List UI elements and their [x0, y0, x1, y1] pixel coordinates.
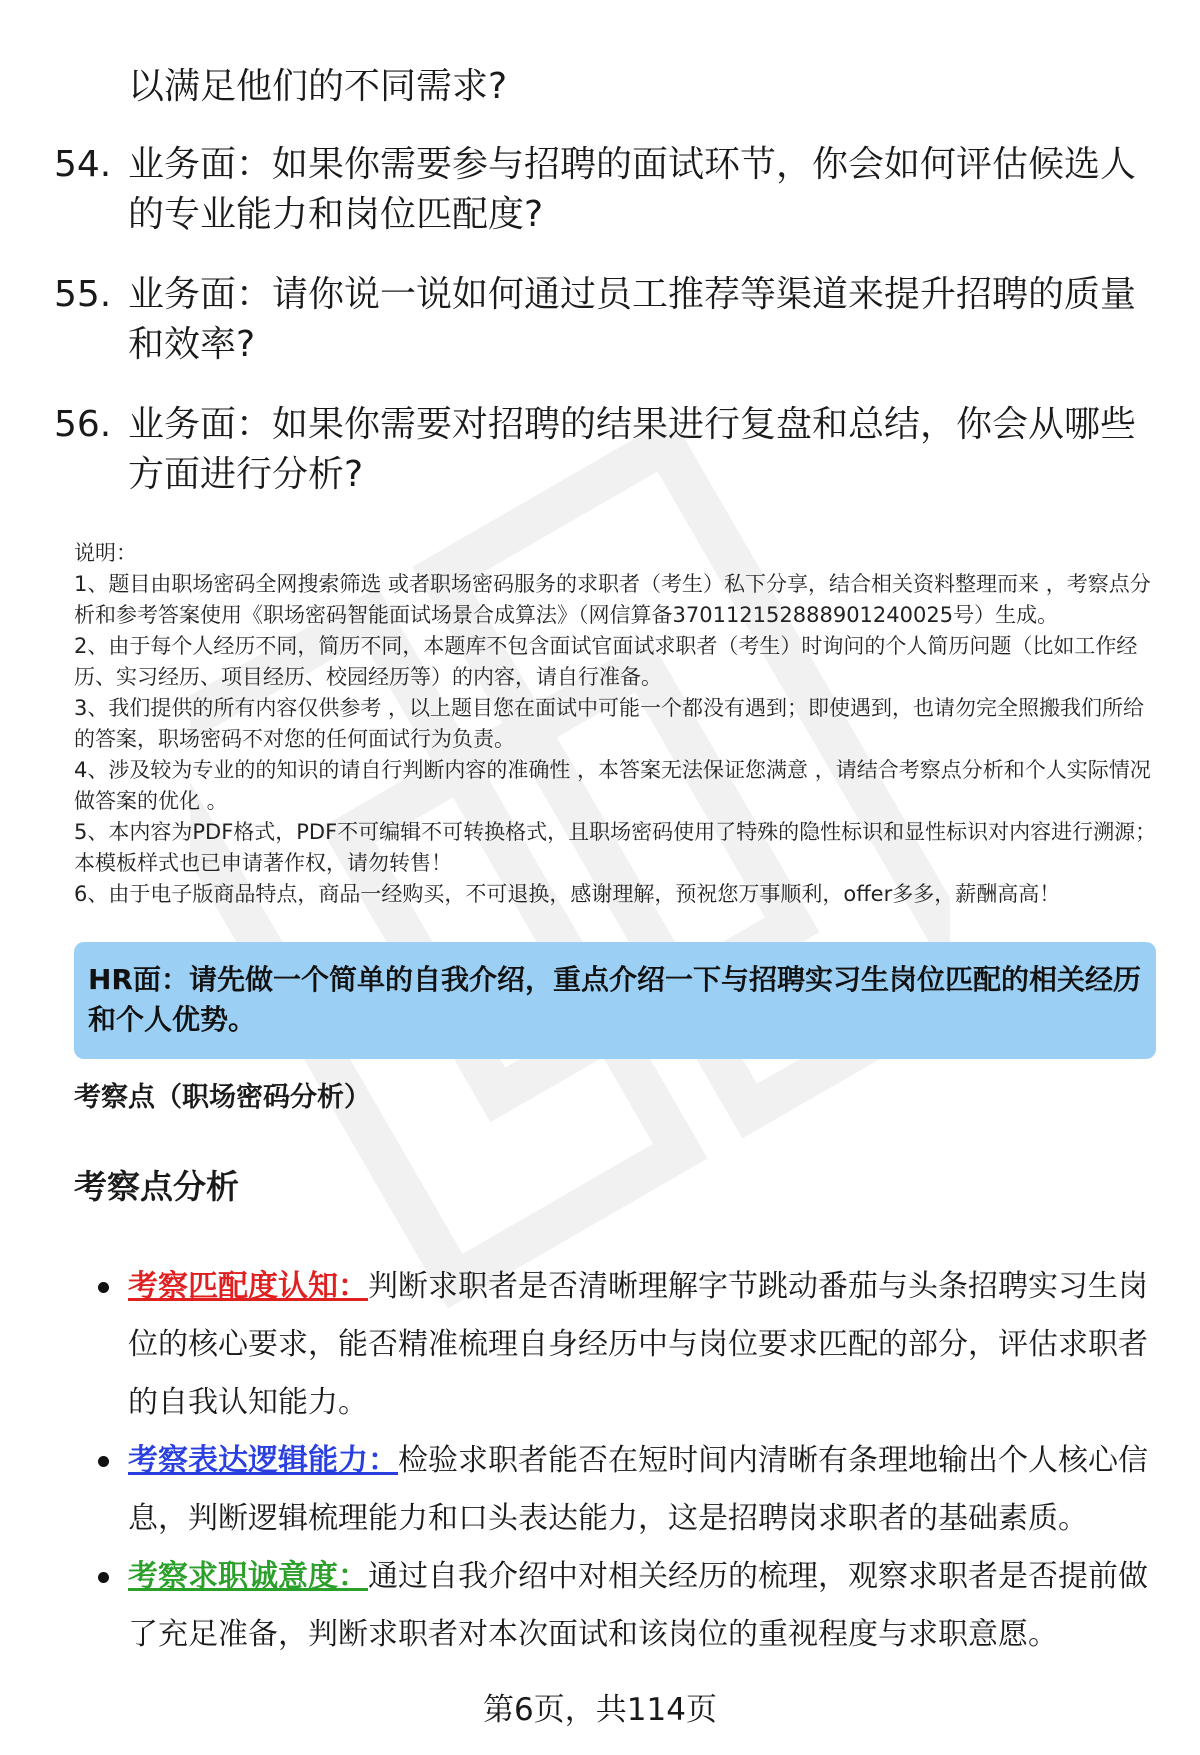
- notes-section: [74, 538, 1164, 910]
- question-54: [0, 140, 1200, 240]
- page-footer: 第6页，共114页: [483, 1692, 717, 1728]
- notes-title: 说明：: [74, 541, 137, 565]
- question-text: 业务面：请你说一说如何通过员工推荐等渠道来提升招聘的质量和效率?: [128, 274, 1137, 365]
- question-55: [0, 270, 1200, 370]
- section-heading-analysis: 考察点分析: [74, 1167, 239, 1206]
- question-number: 55.: [54, 274, 112, 315]
- note-item-5: 5、本内容为PDF格式，PDF不可编辑不可转换格式，且职场密码使用了特殊的隐性标识和显性标识对内容进行溯源；本模板样式也已申请著作权，请勿转售！: [74, 820, 1157, 875]
- analysis-point: [0, 1258, 1200, 1432]
- hr-question-box: HR面：请先做一个简单的自我介绍，重点介绍一下与招聘实习生岗位匹配的相关经历和个人优势。: [74, 942, 1156, 1059]
- point-text: 通过自我介绍中对相关经历的梳理，观察求职者是否提前做了充足准备，判断求职者对本次面试和该岗位的重视程度与求职意愿。: [128, 1559, 1148, 1652]
- note-item-3: 3、我们提供的所有内容仅供参考 ，以上题目您在面试中可能一个都没有遇到；即使遇到，也请勿完全照搬我们所给的答案，职场密码不对您的任何面试行为负责。: [74, 696, 1145, 751]
- analysis-point: [0, 1548, 1200, 1664]
- point-key: 考察求职诚意度：: [128, 1559, 368, 1594]
- note-item-4: 4、涉及较为专业的的知识的请自行判断内容的准确性 ，本答案无法保证您满意 ，请结合考察点分析和个人实际情况做答案的优化 。: [74, 758, 1151, 813]
- section-heading-small: 考察点（职场密码分析）: [74, 1082, 371, 1113]
- bullet-icon: [98, 1282, 109, 1293]
- note-item-2: 2、由于每个人经历不同，简历不同，本题库不包含面试官面试求职者（考生）时询问的个人简历问题（比如工作经历、实习经历、项目经历、校园经历等）的内容，请自行准备。: [74, 634, 1138, 689]
- analysis-point: [0, 1432, 1200, 1548]
- note-item-6: 6、由于电子版商品特点，商品一经购买，不可退换，感谢理解，预祝您万事顺利，offer多多，薪酬高高！: [74, 882, 1061, 906]
- question-number: 54.: [54, 144, 112, 185]
- note-item-1: 1、题目由职场密码全网搜索筛选 或者职场密码服务的求职者（考生）私下分享，结合相关资料整理而来 ，考察点分析和参考答案使用《职场密码智能面试场景合成算法》（网信算备370112152888901240025号）生成。: [74, 572, 1151, 627]
- point-key: 考察表达逻辑能力：: [128, 1443, 398, 1478]
- point-text: 检验求职者能否在短时间内清晰有条理地输出个人核心信息，判断逻辑梳理能力和口头表达能力，这是招聘岗求职者的基础素质。: [128, 1443, 1148, 1536]
- point-key: 考察匹配度认知：: [128, 1269, 368, 1304]
- question-list: [0, 140, 1200, 530]
- bullet-icon: [98, 1572, 109, 1583]
- previous-question-tail: 以满足他们的不同需求?: [128, 66, 508, 107]
- question-number: 56.: [54, 404, 112, 445]
- point-text: 判断求职者是否清晰理解字节跳动番茄与头条招聘实习生岗位的核心要求，能否精准梳理自身经历中与岗位要求匹配的部分，评估求职者的自我认知能力。: [128, 1269, 1148, 1420]
- question-56: [0, 400, 1200, 500]
- bullet-icon: [98, 1456, 109, 1467]
- question-text: 业务面：如果你需要参与招聘的面试环节，你会如何评估候选人的专业能力和岗位匹配度?: [128, 144, 1137, 235]
- analysis-points: [0, 1258, 1200, 1664]
- question-text: 业务面：如果你需要对招聘的结果进行复盘和总结，你会从哪些方面进行分析?: [128, 404, 1137, 495]
